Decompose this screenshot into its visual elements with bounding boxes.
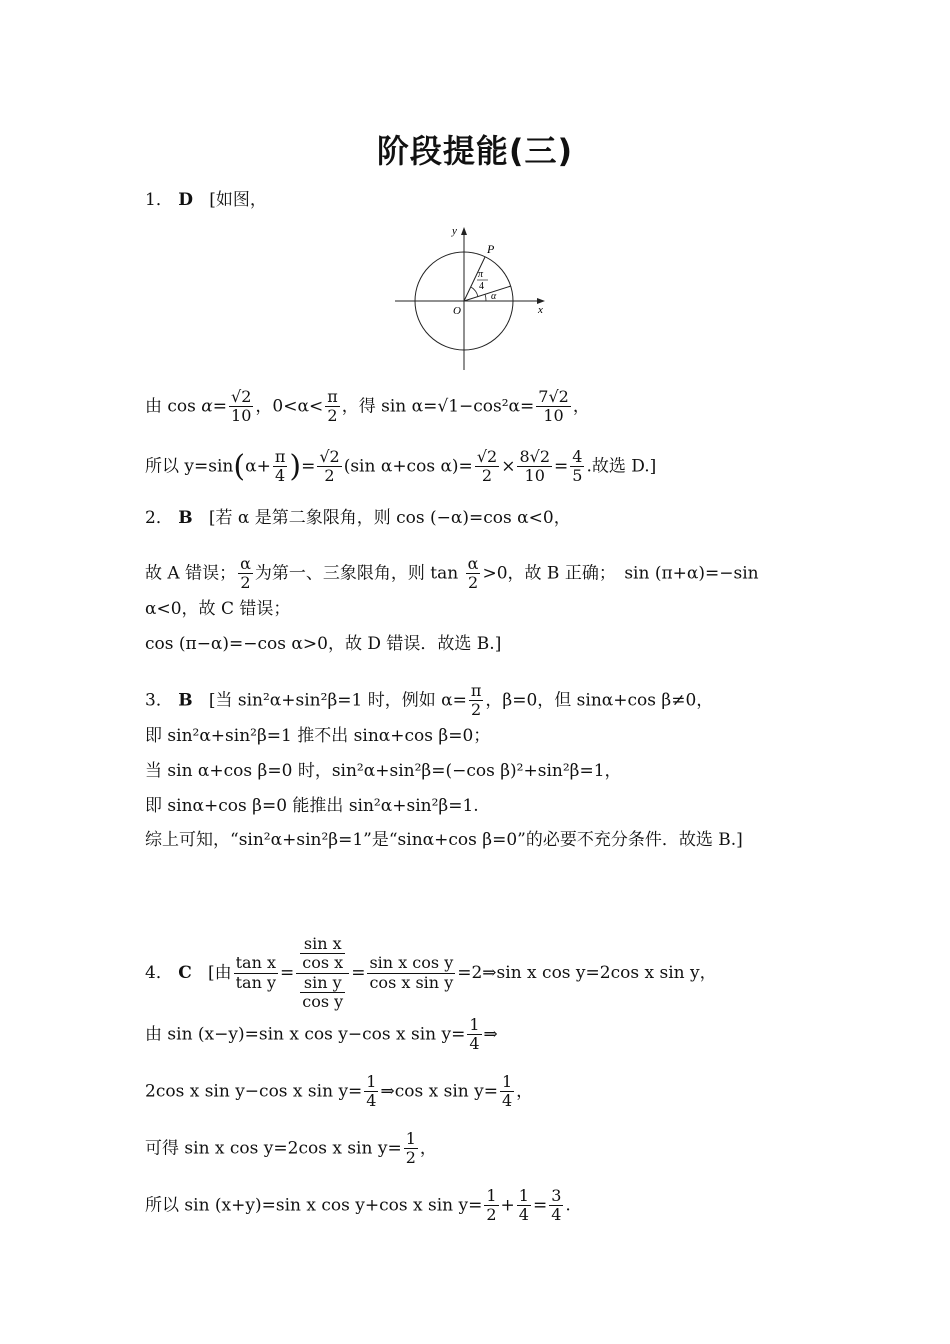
fraction: $\frac{1}{4}$ <box>366 1072 377 1111</box>
fraction: $\frac{3}{4}$ <box>551 1186 562 1225</box>
x-label: x <box>538 304 543 316</box>
fraction: $\frac{\text{sin x}}{\text{cos x}}$ <box>302 934 344 973</box>
q2-line4: cos (π−α)=−cos α>0，故 D 错误．故选 B.] <box>145 634 502 654</box>
fraction: $\frac{√2}{2}$ <box>319 447 340 486</box>
fraction: $\frac{\pi}{2}$ <box>470 681 482 720</box>
fraction: $\frac{√2}{10}$ <box>231 387 252 426</box>
question-number: 2． <box>145 508 173 528</box>
point-p-label: P <box>487 242 495 256</box>
q4-line3: 2cos x sin y−cos x sin y= $\frac{1}{4}$ ⇒cos x sin y= $\frac{1}{4}$ ， <box>145 1072 534 1111</box>
fraction: $\frac{4}{5}$ <box>572 447 583 486</box>
y-label: y <box>452 225 457 237</box>
fraction: $\frac{\pi}{2}$ <box>327 387 338 426</box>
fraction: $\frac{1}{4}$ <box>518 1186 529 1225</box>
answer-letter: C <box>178 962 192 983</box>
fraction: $\frac{8√2}{10}$ <box>519 447 550 486</box>
q3-line2: 即 sin²α+sin²β=1 推不出 sinα+cos β=0； <box>145 726 491 746</box>
fraction: $\frac{\alpha}{2}$ <box>240 554 251 593</box>
q3-line5: 综上可知，“sin²α+sin²β=1”是“sinα+cos β=0”的必要不充分条件．故选 B.] <box>145 830 743 850</box>
question-number: 1． <box>145 190 173 210</box>
fraction: $\frac{\text{sin y}}{\text{cos y}}$ <box>302 972 344 1012</box>
fraction: $\frac{\text{sin x cos y}}{\text{cos x sin y}}$ <box>369 953 454 992</box>
fraction: $\frac{\alpha}{2}$ <box>467 554 479 593</box>
angle-four-label: 4 <box>479 281 484 292</box>
origin-label: O <box>453 305 461 317</box>
unit-circle-figure <box>390 222 555 374</box>
q4-line5: 所以 sin (x+y)=sin x cos y+cos x sin y= $\frac{1}{2}$ + $\frac{1}{4}$ = $\frac{3}{4}$ . <box>145 1186 571 1225</box>
answer-letter: B <box>178 690 193 711</box>
q1-intro: [如图， <box>209 190 267 210</box>
question-number: 4． <box>145 962 173 983</box>
answer-letter: D <box>178 190 193 210</box>
q2-line1: 2． B [若 α 是第二象限角，则 cos (−α)=cos α<0， <box>145 508 571 528</box>
answer-letter: B <box>178 508 193 528</box>
fraction: $\frac{\text{tan x}}{\text{tan y}}$ <box>235 953 277 992</box>
fraction: $\frac{√2}{2}$ <box>476 447 498 486</box>
angle-arc-pi4 <box>471 287 478 297</box>
q2-line2: 故 A 错误； $\frac{\alpha}{2}$ 为第一、三象限角，则 tan $\frac{\alpha}{2}$ >0，故 B 正确； sin (π+α)=−sin <box>145 554 759 593</box>
q2-line3: α<0，故 C 错误； <box>145 599 291 619</box>
alpha-label: α <box>491 291 497 302</box>
q3-line3: 当 sin α+cos β=0 时，sin²α+sin²β=(−cos β)²+sin²β=1， <box>145 761 622 781</box>
page-title: 阶段提能(三) <box>376 132 574 170</box>
fraction: $\frac{1}{2}$ <box>486 1186 497 1225</box>
terminal-ray-alpha <box>464 286 511 301</box>
angle-pi-label: π <box>478 269 484 280</box>
q4-line4: 可得 sin x cos y=2cos x sin y= $\frac{1}{2}$ ， <box>145 1129 437 1168</box>
fraction: $\frac{\pi}{4}$ <box>274 447 286 486</box>
fraction: $\frac{7√2}{10}$ <box>538 387 569 426</box>
compound-fraction <box>296 935 349 1012</box>
question-number: 3． <box>145 690 173 711</box>
fraction: $\frac{1}{4}$ <box>501 1072 513 1111</box>
q1-header <box>145 192 267 209</box>
q3-line4: 即 sinα+cos β=0 能推出 sin²α+sin²β=1. <box>145 796 479 816</box>
q3-line1: 3． B [当 sin²α+sin²β=1 时，例如 α= $\frac{\pi}{2}$ ，β=0，但 sinα+cos β≠0， <box>145 681 714 720</box>
q1-line1: 由 cos α= $\frac{√2}{10}$ ，0<α< $\frac{\pi}{2}$ ，得 sin α=√1−cos²α= $\frac{7√2}{10}$ ， <box>145 387 590 426</box>
angle-arc-alpha <box>485 294 486 301</box>
q4-line1: 4． C [由 $\frac{\text{tan x}}{\text{tan y}}$ = $\frac{\frac{\text{sin x}}{\text{cos x}}}{\frac{\text{sin y}}{\text{cos y}}}$ = $\frac{\text{sin x cos y}}{\text{cos x sin y}}$ =2⇒sin x cos y=2cos x sin y， <box>145 934 717 1012</box>
fraction: $\frac{1}{4}$ <box>469 1015 480 1054</box>
q4-line2: 由 sin (x−y)=sin x cos y−cos x sin y= $\frac{1}{4}$ ⇒ <box>145 1015 498 1054</box>
y-axis-arrow <box>461 227 467 235</box>
q1-line2: 所以 y=sin(α+ $\frac{\pi}{4}$ )= $\frac{√2}{2}$ (sin α+cos α)= $\frac{√2}{2}$ × $\frac{8√2}{10}$ = $\frac{4}{5}$ .故选 D.] <box>145 447 657 486</box>
fraction: $\frac{1}{2}$ <box>405 1129 416 1168</box>
